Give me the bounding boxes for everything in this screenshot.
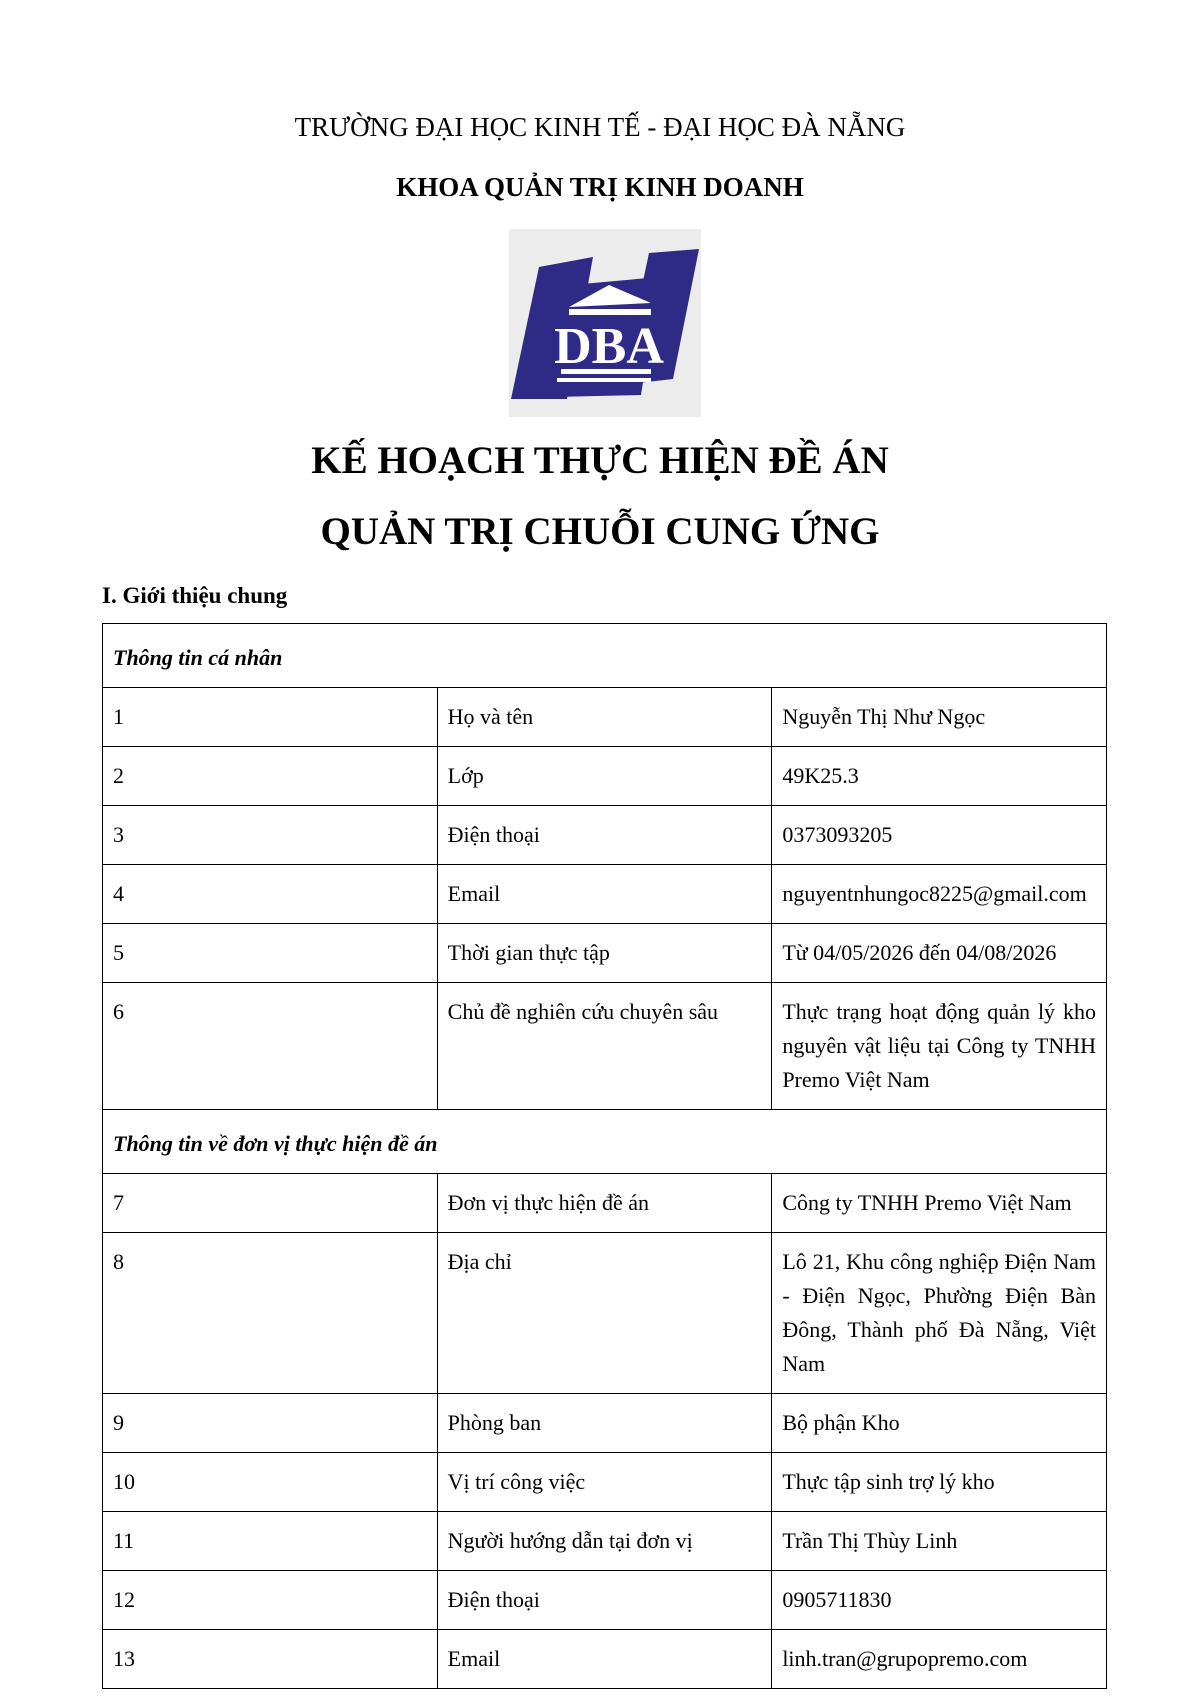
faculty-name: KHOA QUẢN TRỊ KINH DOANH xyxy=(396,172,804,202)
table-row xyxy=(103,688,1107,747)
row-label: Điện thoại xyxy=(437,1571,772,1630)
row-number: 3 xyxy=(103,806,438,865)
table-row xyxy=(103,1394,1107,1453)
row-label: Thời gian thực tập xyxy=(437,924,772,983)
row-value: Lô 21, Khu công nghiệp Điện Nam - Điện Ngọc, Phường Điện Bàn Đông, Thành phố Đà Nẵng, Việt Nam xyxy=(772,1233,1107,1394)
personal-info-heading: Thông tin cá nhân xyxy=(103,624,1107,688)
row-label: Email xyxy=(437,1630,772,1689)
table-row xyxy=(103,1571,1107,1630)
row-value: 0905711830 xyxy=(772,1571,1107,1630)
row-value: Thực tập sinh trợ lý kho xyxy=(772,1453,1107,1512)
table-group-header xyxy=(103,1110,1107,1174)
general-info-table xyxy=(102,623,1107,1689)
row-value: Thực trạng hoạt động quản lý kho nguyên vật liệu tại Công ty TNHH Premo Việt Nam xyxy=(772,983,1107,1110)
row-number: 8 xyxy=(103,1233,438,1394)
row-value: Trần Thị Thùy Linh xyxy=(772,1512,1107,1571)
dba-logo-icon xyxy=(509,229,701,417)
document-title-line-2: QUẢN TRỊ CHUỖI CUNG ỨNG xyxy=(320,510,880,553)
row-number: 1 xyxy=(103,688,438,747)
row-value: 49K25.3 xyxy=(772,747,1107,806)
row-number: 13 xyxy=(103,1630,438,1689)
unit-info-heading: Thông tin về đơn vị thực hiện đề án xyxy=(103,1110,1107,1174)
row-number: 4 xyxy=(103,865,438,924)
row-value: Từ 04/05/2026 đến 04/08/2026 xyxy=(772,924,1107,983)
row-number: 5 xyxy=(103,924,438,983)
row-label: Email xyxy=(437,865,772,924)
row-value: Bộ phận Kho xyxy=(772,1394,1107,1453)
row-value: Công ty TNHH Premo Việt Nam xyxy=(772,1174,1107,1233)
document-title-line-1: KẾ HOẠCH THỰC HIỆN ĐỀ ÁN xyxy=(311,439,889,482)
row-label: Người hướng dẫn tại đơn vị xyxy=(437,1512,772,1571)
row-label: Lớp xyxy=(437,747,772,806)
row-label: Địa chỉ xyxy=(437,1233,772,1394)
row-number: 10 xyxy=(103,1453,438,1512)
row-number: 12 xyxy=(103,1571,438,1630)
university-name: TRƯỜNG ĐẠI HỌC KINH TẾ - ĐẠI HỌC ĐÀ NẴNG xyxy=(294,112,906,142)
row-number: 11 xyxy=(103,1512,438,1571)
row-label: Vị trí công việc xyxy=(437,1453,772,1512)
table-group-header xyxy=(103,624,1107,688)
row-label: Chủ đề nghiên cứu chuyên sâu xyxy=(437,983,772,1110)
row-label: Phòng ban xyxy=(437,1394,772,1453)
row-number: 7 xyxy=(103,1174,438,1233)
table-row xyxy=(103,1174,1107,1233)
table-row xyxy=(103,924,1107,983)
row-value: linh.tran@grupopremo.com xyxy=(772,1630,1107,1689)
table-row xyxy=(103,1453,1107,1512)
row-value: Nguyễn Thị Như Ngọc xyxy=(772,688,1107,747)
table-row xyxy=(103,1512,1107,1571)
row-value: 0373093205 xyxy=(772,806,1107,865)
row-label: Điện thoại xyxy=(437,806,772,865)
section-heading: I. Giới thiệu chung xyxy=(102,583,288,608)
row-label: Họ và tên xyxy=(437,688,772,747)
row-value: nguyentnhungoc8225@gmail.com xyxy=(772,865,1107,924)
faculty-logo xyxy=(509,229,701,417)
row-number: 6 xyxy=(103,983,438,1110)
row-number: 2 xyxy=(103,747,438,806)
table-row xyxy=(103,1630,1107,1689)
table-row xyxy=(103,747,1107,806)
table-row xyxy=(103,865,1107,924)
table-row xyxy=(103,1233,1107,1394)
row-label: Đơn vị thực hiện đề án xyxy=(437,1174,772,1233)
table-row xyxy=(103,983,1107,1110)
row-number: 9 xyxy=(103,1394,438,1453)
table-row xyxy=(103,806,1107,865)
logo-text: DBA xyxy=(554,318,664,375)
